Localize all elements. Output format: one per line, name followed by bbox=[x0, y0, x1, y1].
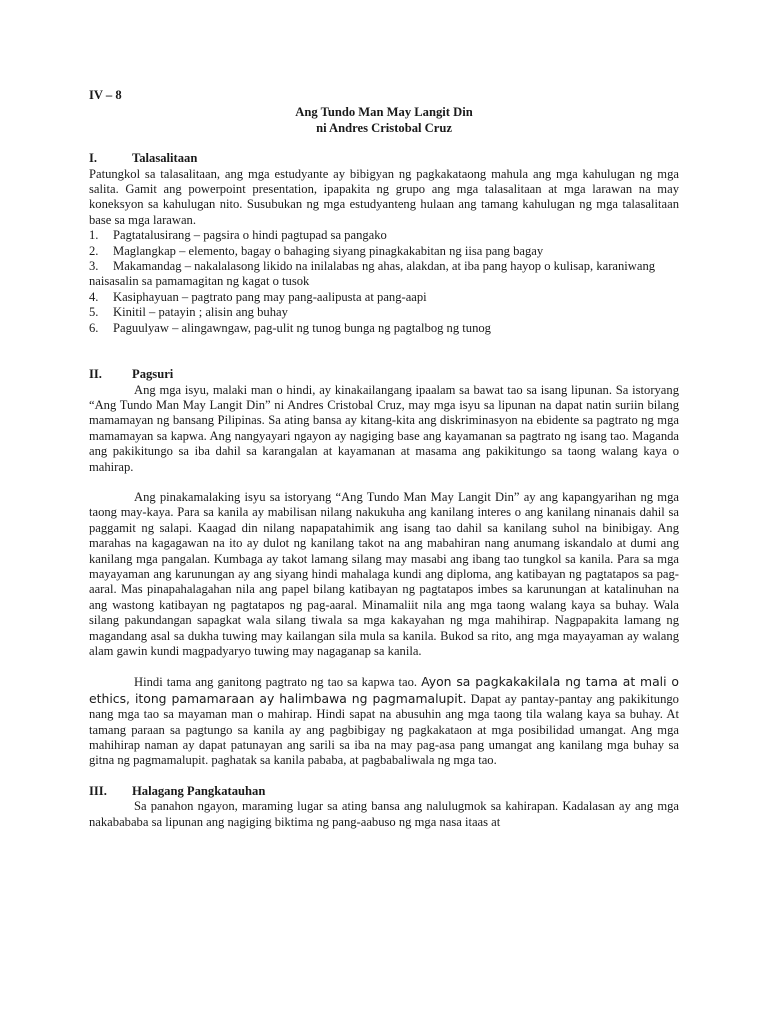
section-number: II. bbox=[89, 367, 102, 382]
section-heading-pagsuri bbox=[89, 367, 679, 382]
list-item bbox=[89, 305, 679, 320]
document-body bbox=[89, 88, 679, 830]
section-title: Pagsuri bbox=[132, 367, 174, 382]
list-item bbox=[89, 321, 679, 336]
list-number: 3. bbox=[89, 259, 99, 274]
paragraph-text: Dapat ay pantay-pantay ang pakikitungo nang mga tao sa mayaman man o mahirap. Hindi sapat na abusuhin ang mga taong tila walang kaya sa buhay. At tamang paraan sa pagtungo sa kanila ay ang pagbibigay ng pagkakataon at mga posibilidad umangat. Ang mga mahihirap naman ay dapat patunayan ang sarili sa iba na may pag-asa pang umangat ang kanilang mga buhay sa gitna ng pagmamalupit. paghatak sa kanila pababa, at pagbabaliwala ng mga tao. bbox=[89, 691, 679, 768]
section-number: III. bbox=[89, 783, 107, 798]
halaga-paragraph-1: Sa panahon ngayon, maraming lugar sa ating bansa ang nalulugmok sa kahirapan. Kadalasan ay ang mga nakabababa sa lipunan ang nagiging biktima ng pang-aabuso ng mga nasa itaas at bbox=[89, 799, 679, 829]
list-item bbox=[89, 244, 679, 259]
list-text: Paguulyaw – alingawngaw, pag-ulit ng tunog bunga ng pagtalbog ng tunog bbox=[113, 320, 491, 335]
pagsuri-paragraph-3 bbox=[89, 674, 679, 768]
paragraph-text: Hindi tama ang ganitong pagtrato ng tao sa kapwa tao. bbox=[134, 675, 422, 690]
list-number: 5. bbox=[89, 305, 99, 320]
list-text: Kasiphayuan – pagtrato pang may pang-aalipusta at pang-aapi bbox=[113, 289, 427, 304]
section-title: Halagang Pangkatauhan bbox=[132, 783, 266, 798]
section-heading-talasalitaan bbox=[89, 151, 679, 166]
list-number: 1. bbox=[89, 228, 99, 243]
list-text: Pagtatalusirang – pagsira o hindi pagtupad sa pangako bbox=[113, 228, 387, 243]
story-author: ni Andres Cristobal Cruz bbox=[316, 120, 452, 135]
list-text: Maglangkap – elemento, bagay o bahaging siyang pinagkakabitan ng iisa pang bagay bbox=[113, 243, 544, 258]
talasalitaan-intro: Patungkol sa talasalitaan, ang mga estudyante ay bibigyan ng pagkakataong mahula ang mga kahulugan ng mga salita. Gamit ang powerpoint presentation, ipapakita ng grupo ang mga talasalitaan at mga larawan na may koneksyon sa kahulugan nito. Susubukan ng mga estudyanteng hulaan ang tamang kahulugan ng mga talasalitaan base sa mga larawan. bbox=[89, 166, 679, 227]
list-number: 2. bbox=[89, 243, 99, 258]
section-number: I. bbox=[89, 151, 98, 166]
list-text: Makamandag – nakalalasong likido na inilalabas ng ahas, alakdan, at iba pang hayop o kulisap, karaniwang naisasalin sa pamamagitan ng kagat o tusok bbox=[89, 259, 656, 289]
section-title: Talasalitaan bbox=[132, 151, 198, 166]
pagsuri-paragraph-2: Ang pinakamalaking isyu sa istoryang “Ang Tundo Man May Langit Din” ay ang kapangyarihan ng mga taong may-kaya. Para sa kanila ay mabilisan nilang nakukuha ang kanilang interes o ang kanilang ninanais dahil sa paggamit ng salapi. Kaagad din nilang napapatahimik ang isang tao dahil sa kanilang suhol na binibigay. Ang marahas na kagagawan na ito ay dulot ng kanilang takot na ang mabahiran nang anumang iskandalo at dumi ang kanilang mga pangalan. Kumbaga ay takot lamang silang may masabi ang ibang tao tungkol sa kanila. Para sa mga mayayaman ang karunungan ay ang siyang hindi mahalaga kundi ang diploma, ang katibayan ng pagtatapos sa pag-aaral. Mas pinapahalagahan nila ang papel bilang katibayan ng pagtatapos imbes sa karunungan at katalinuhan na ang wastong katibayan ng pagtatapos ng pag-aaral. Minamaliit nila ang mga taong walang kaya sa buhay. Wala silang pakundangan sapagkat wala silang tiwala sa mga kakayahan ng mga mahihirap. Nagpapakita lamang ng magandang asal sa dukha tuwing may kailangan sila mula sa kanila. Bukod sa rito, ang mga mayayaman ay walang alam gawin kundi magpadyaryo tuwing may nagaganap sa kanila. bbox=[89, 489, 679, 658]
list-number: 4. bbox=[89, 289, 99, 304]
list-number: 6. bbox=[89, 320, 99, 335]
section-heading-halaga bbox=[89, 784, 679, 799]
paragraph-text-sans: Ayon sa pagkakakilala ng tama at mali o ethics, itong pamamaraan ay halimbawa ng pagmamalupit. bbox=[89, 674, 679, 706]
vocabulary-list bbox=[89, 228, 679, 336]
pagsuri-paragraph-1: Ang mga isyu, malaki man o hindi, ay kinakailangang ipaalam sa bawat tao sa isang lipunan. Sa istoryang “Ang Tundo Man May Langit Din” ni Andres Cristobal Cruz, may mga isyu sa lipunan na dapat natin suriin bilang mamamayan ng bansang Pilipinas. Sa ating bansa ay kitang-kita ang diskriminasyon na ebidente sa pagtrato ng mga mamamayan sa kapwa. Ang nangyayari ngayon ay nagiging base ang kayamanan sa pagtrato ng isang tao. Maganda ang pakikitungo sa iba dahil sa karangalan at kayamanan at masama ang pakikitungo sa taong walang kaya o mahirap. bbox=[89, 382, 679, 474]
grade-section-label: IV – 8 bbox=[89, 88, 122, 102]
list-item bbox=[89, 259, 679, 290]
list-item bbox=[89, 290, 679, 305]
story-title: Ang Tundo Man May Langit Din bbox=[295, 105, 473, 120]
list-text: Kinitil – patayin ; alisin ang buhay bbox=[113, 305, 288, 320]
list-item bbox=[89, 228, 679, 243]
